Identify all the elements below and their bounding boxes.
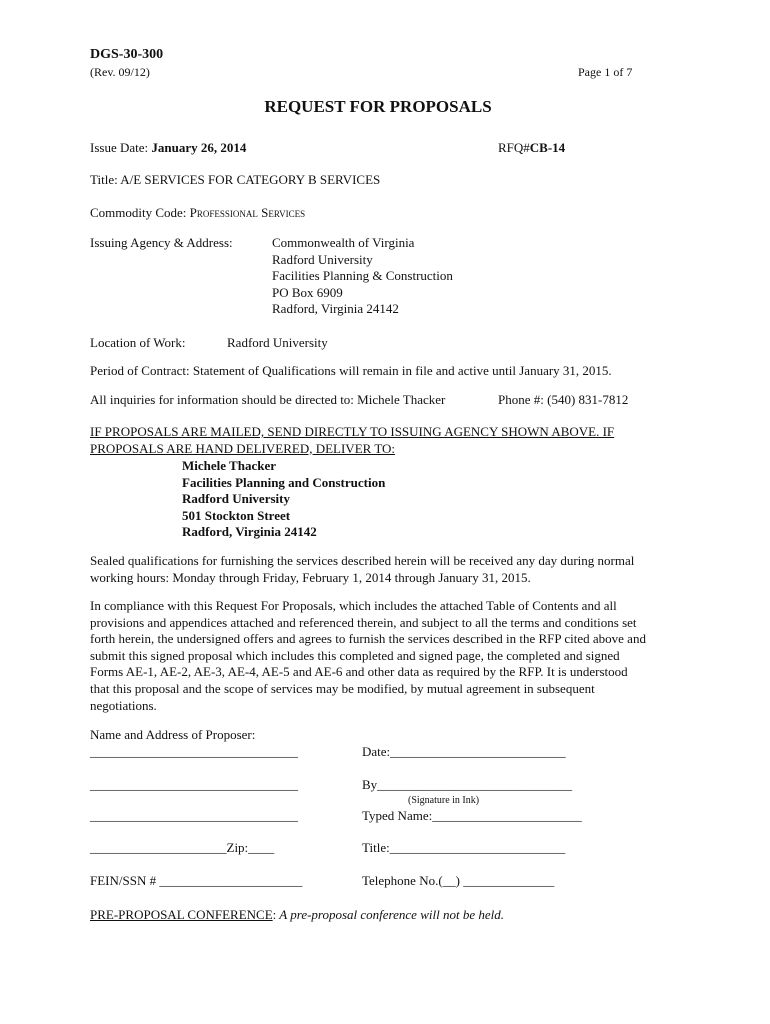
mailing-notice: IF PROPOSALS ARE MAILED, SEND DIRECTLY TO ISSUING AGENCY SHOWN ABOVE. IF PROPOSALS ARE HAND DELIVERED, DELIVER TO:	[90, 424, 615, 456]
agency-address-line: PO Box 6909	[272, 284, 343, 300]
commodity-label: Commodity Code:	[90, 205, 190, 220]
form-id: DGS-30-300	[90, 47, 164, 62]
issue-date-line	[90, 140, 246, 156]
telephone-field[interactable]: Telephone No.(__) ______________	[362, 873, 555, 888]
contract-period: Period of Contract: Statement of Qualifications will remain in file and active until January 31, 2015.	[90, 363, 612, 378]
commodity-value: Professional Services	[189, 205, 306, 220]
rfq-number	[498, 140, 565, 156]
typed-name-field[interactable]: Typed Name:_______________________	[362, 808, 582, 823]
revision-label: (Rev. 09/12)	[90, 65, 150, 79]
pre-proposal-conference	[90, 907, 504, 923]
location-value: Radford University	[227, 335, 328, 350]
date-field[interactable]: Date:___________________________	[362, 744, 566, 759]
agency-address-line: Radford University	[272, 251, 373, 267]
pre-proposal-text: A pre-proposal conference will not be held.	[276, 907, 504, 922]
proposer-name-field[interactable]: ________________________________	[90, 744, 298, 759]
page-number: Page 1 of 7	[578, 65, 633, 79]
delivery-address-line: Facilities Planning and Construction	[182, 474, 386, 490]
zip-field[interactable]: _____________________Zip:____	[90, 840, 275, 855]
document-title: REQUEST FOR PROPOSALS	[264, 97, 492, 116]
proposer-address-field[interactable]: ________________________________	[90, 777, 298, 792]
location-label: Location of Work:	[90, 335, 186, 350]
delivery-address	[182, 458, 385, 541]
commodity-code-line	[90, 205, 305, 221]
pre-proposal-colon: :	[272, 907, 277, 922]
issue-date-value: January 26, 2014	[151, 140, 247, 155]
delivery-address-line: Radford, Virginia 24142	[182, 524, 317, 539]
agency-address-line: Commonwealth of Virginia	[272, 235, 415, 250]
sealed-qualifications-paragraph: Sealed qualifications for furnishing the services described herein will be received any day during normal working hours: Monday through Friday, February 1, 2014 through January 31, 2015.	[90, 553, 635, 585]
signature-field[interactable]: By______________________________	[362, 777, 573, 792]
pre-proposal-label: PRE-PROPOSAL CONFERENCE	[90, 907, 273, 922]
inquiries-contact: All inquiries for information should be directed to: Michele Thacker	[90, 392, 446, 407]
compliance-paragraph: In compliance with this Request For Proposals, which includes the attached Table of Contents and all provisions and appendices attached and referenced therein, and subject to all the terms and conditions set forth herein, the undersigned offers and agrees to furnish the services described in the RFP cited above and submit this signed proposal which includes this completed and signed page, the completed and signed Forms AE-1, AE-2, AE-3, AE-4, AE-5 and AE-6 and other data as required by the RFP. It is understood that this proposal and the scope of services may be modified, by mutual agreement in subsequent negotiations.	[90, 598, 646, 713]
issue-date-label: Issue Date:	[90, 140, 149, 155]
fein-ssn-field[interactable]: FEIN/SSN # ______________________	[90, 873, 303, 888]
agency-address	[272, 235, 453, 318]
delivery-address-line: Michele Thacker	[182, 458, 276, 473]
agency-address-line: Radford, Virginia 24142	[272, 301, 399, 316]
signature-note: (Signature in Ink)	[408, 795, 480, 806]
delivery-address-line: 501 Stockton Street	[182, 507, 291, 523]
inquiries-phone: Phone #: (540) 831-7812	[498, 392, 629, 407]
proposer-name-label: Name and Address of Proposer:	[90, 727, 256, 742]
delivery-address-line: Radford University	[182, 491, 290, 506]
rfp-title-line: Title: A/E SERVICES FOR CATEGORY B SERVICES	[90, 172, 381, 187]
title-field[interactable]: Title:___________________________	[362, 840, 566, 855]
agency-address-line: Facilities Planning & Construction	[272, 268, 453, 283]
rfq-value: CB-14	[529, 140, 566, 155]
rfq-label: RFQ#	[498, 140, 530, 155]
proposer-address-field-2[interactable]: ________________________________	[90, 808, 298, 823]
agency-label: Issuing Agency & Address:	[90, 235, 233, 250]
